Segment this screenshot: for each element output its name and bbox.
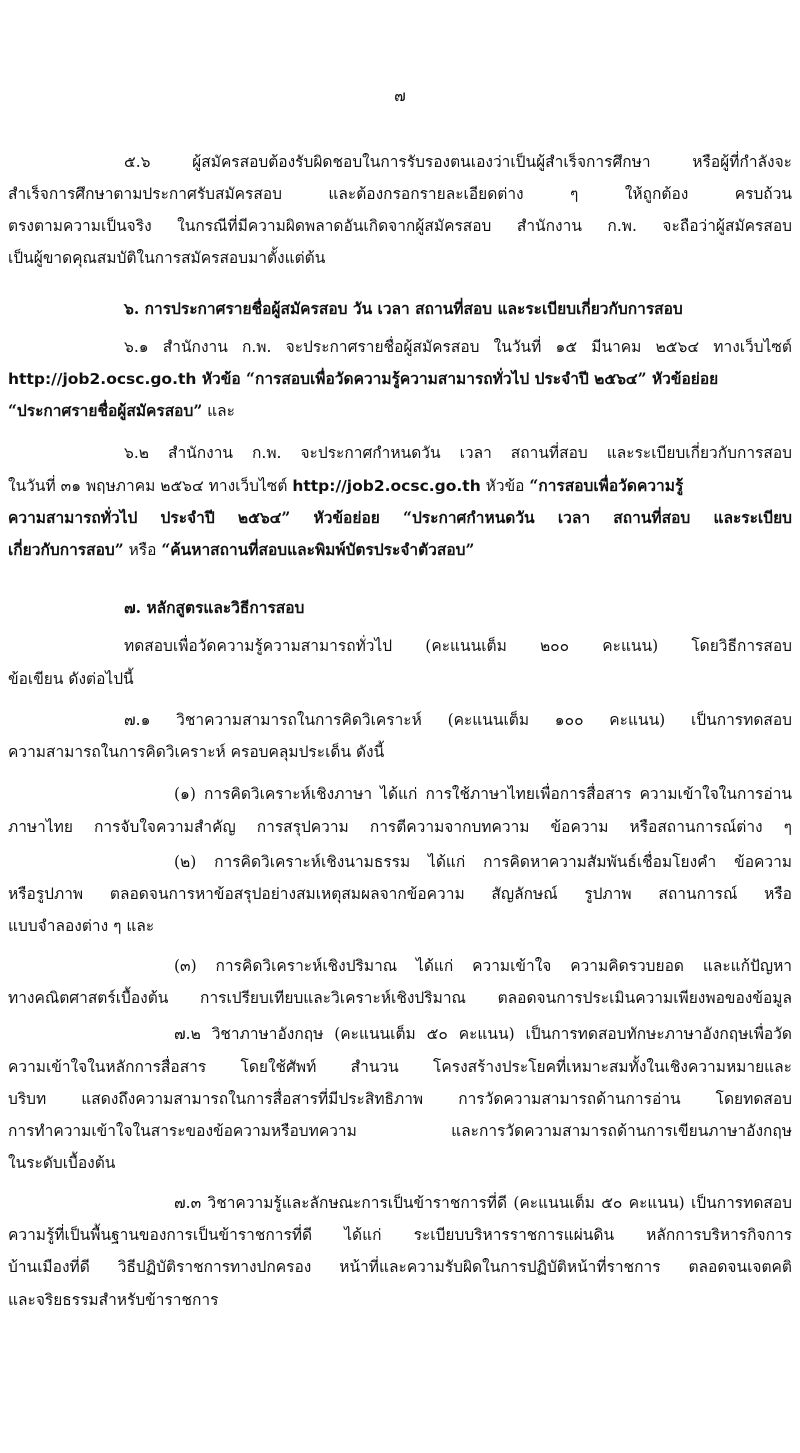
- section-7-1-line-2: ความสามารถในการคิดวิเคราะห์ ครอบคลุมประเด็น ดังนี้: [8, 743, 385, 761]
- section-6-1-line-3-rest: และ: [202, 402, 235, 420]
- section-6-1-line-1: ๖.๑ สำนักงาน ก.พ. จะประกาศรายชื่อผู้สมัครสอบ ในวันที่ ๑๕ มีนาคม ๒๕๖๔ ทางเว็บไซต์: [124, 338, 792, 356]
- section-6-1-subtopic: “ประกาศรายชื่อผู้สมัครสอบ”: [8, 401, 203, 420]
- section-7-2-line-2: ความเข้าใจในหลักการสื่อสาร โดยใช้ศัพท์ สำนวน โครงสร้างประโยคที่เหมาะสมทั้งในเชิงความหมายและ: [8, 1058, 792, 1076]
- section-6-2-line-2: [8, 476, 792, 496]
- section-6-2-line-2-start: ในวันที่ ๓๑ พฤษภาคม ๒๕๖๔ ทางเว็บไซต์: [8, 477, 293, 495]
- section-6-2-topic: “การสอบเพื่อวัดความรู้: [529, 476, 684, 495]
- section-7-1-item-1-line-1: (๑) การคิดวิเคราะห์เชิงภาษา ได้แก่ การใช้ภาษาไทยเพื่อการสื่อสาร ความเข้าใจในการอ่าน: [174, 785, 792, 803]
- section-7-1-item-2-line-2: หรือรูปภาพ ตลอดจนการหาข้อสรุปอย่างสมเหตุสมผลจากข้อความ สัญลักษณ์ รูปภาพ สถานการณ์ หรือ: [8, 885, 792, 903]
- section-6-1-line-3: [8, 401, 235, 421]
- section-7-2-line-3: บริบท แสดงถึงความสามารถในการสื่อสารที่มีประสิทธิภาพ การวัดความสามารถด้านการอ่าน โดยทดสอบ: [8, 1090, 792, 1108]
- section-7-3-line-2: ความรู้ที่เป็นพื้นฐานของการเป็นข้าราชการที่ดี ได้แก่ ระเบียบบริหารราชการแผ่นดิน หลักการบริหารกิจการ: [8, 1226, 792, 1244]
- section-7-3-line-3: บ้านเมืองที่ดี วิธีปฏิบัติราชการทางปกครอง หน้าที่และความรับผิดในการปฏิบัติหน้าที่ราชการ ตลอดจนเจตคติ: [8, 1258, 792, 1276]
- section-6-2-line-4-mid: หรือ: [123, 541, 162, 559]
- page-number: ๗: [394, 87, 406, 105]
- section-7-2-line-4: การทำความเข้าใจในสาระของข้อความหรือบทความ และการวัดความสามารถด้านการเขียนภาษาอังกฤษ: [8, 1122, 792, 1140]
- section-6-2-line-4-bold-2: “ค้นหาสถานที่สอบและพิมพ์บัตรประจำตัวสอบ”: [161, 540, 475, 559]
- section-5-6-line-3: ตรงตามความเป็นจริง ในกรณีที่มีความผิดพลาดอันเกิดจากผู้สมัครสอบ สำนักงาน ก.พ. จะถือว่าผู้สมัครสอบ: [8, 217, 792, 235]
- section-7-intro-line-2: ข้อเขียน ดังต่อไปนี้: [8, 670, 134, 688]
- section-7-intro-line-1: ทดสอบเพื่อวัดความรู้ความสามารถทั่วไป (คะแนนเต็ม ๒๐๐ คะแนน) โดยวิธีการสอบ: [124, 637, 792, 655]
- section-6-2-line-2-mid: หัวข้อ: [480, 477, 530, 495]
- section-7-2-line-1: ๗.๒ วิชาภาษาอังกฤษ (คะแนนเต็ม ๕๐ คะแนน) เป็นการทดสอบทักษะภาษาอังกฤษเพื่อวัด: [174, 1025, 792, 1043]
- section-6-heading: ๖. การประกาศรายชื่อผู้สมัครสอบ วัน เวลา สถานที่สอบ และระเบียบเกี่ยวกับการสอบ: [124, 299, 683, 318]
- section-6-1-line-2-rest: หัวข้อ “การสอบเพื่อวัดความรู้ความสามารถทั่วไป ประจำปี ๒๕๖๔” หัวข้อย่อย: [196, 369, 719, 388]
- section-7-heading: ๗. หลักสูตรและวิธีการสอบ: [124, 598, 305, 617]
- section-7-1-item-2-line-1: (๒) การคิดวิเคราะห์เชิงนามธรรม ได้แก่ การคิดหาความสัมพันธ์เชื่อมโยงคำ ข้อความ: [174, 853, 792, 871]
- website-link[interactable]: http://job2.ocsc.go.th: [8, 370, 197, 388]
- section-5-6-line-2: สำเร็จการศึกษาตามประกาศรับสมัครสอบ และต้องกรอกรายละเอียดต่าง ๆ ให้ถูกต้อง ครบถ้วน: [8, 185, 792, 203]
- section-6-2-line-1: ๖.๒ สำนักงาน ก.พ. จะประกาศกำหนดวัน เวลา สถานที่สอบ และระเบียบเกี่ยวกับการสอบ: [124, 444, 792, 462]
- section-6-2-line-4-bold-1: เกี่ยวกับการสอบ”: [8, 540, 124, 559]
- section-6-2-line-4: [8, 540, 474, 560]
- section-7-1-item-2-line-3: แบบจำลองต่าง ๆ และ: [8, 917, 155, 935]
- section-7-3-line-4: และจริยธรรมสำหรับข้าราชการ: [8, 1291, 219, 1309]
- section-7-3-line-1: ๗.๓ วิชาความรู้และลักษณะการเป็นข้าราชการที่ดี (คะแนนเต็ม ๕๐ คะแนน) เป็นการทดสอบ: [174, 1194, 792, 1212]
- website-link-2[interactable]: http://job2.ocsc.go.th: [292, 477, 481, 495]
- section-5-6-line-4: เป็นผู้ขาดคุณสมบัติในการสมัครสอบมาตั้งแต่ต้น: [8, 249, 326, 267]
- section-7-1-item-3-line-2: ทางคณิตศาสตร์เบื้องต้น การเปรียบเทียบและวิเคราะห์เชิงปริมาณ ตลอดจนการประเมินความเพียงพอของข้อมูล: [8, 989, 792, 1007]
- section-7-1-line-1: ๗.๑ วิชาความสามารถในการคิดวิเคราะห์ (คะแนนเต็ม ๑๐๐ คะแนน) เป็นการทดสอบ: [124, 711, 792, 729]
- section-7-2-line-5: ในระดับเบื้องต้น: [8, 1154, 116, 1172]
- section-7-1-item-1-line-2: ภาษาไทย การจับใจความสำคัญ การสรุปความ การตีความจากบทความ ข้อความ หรือสถานการณ์ต่าง ๆ: [8, 818, 792, 836]
- section-6-2-line-3: ความสามารถทั่วไป ประจำปี ๒๕๖๔” หัวข้อย่อย “ประกาศกำหนดวัน เวลา สถานที่สอบ และระเบียบ: [8, 508, 792, 527]
- section-5-6-line-1: ๕.๖ ผู้สมัครสอบต้องรับผิดชอบในการรับรองตนเองว่าเป็นผู้สำเร็จการศึกษา หรือผู้ที่กำลังจะ: [124, 153, 792, 171]
- section-6-1-line-2: [8, 369, 792, 389]
- section-7-1-item-3-line-1: (๓) การคิดวิเคราะห์เชิงปริมาณ ได้แก่ ความเข้าใจ ความคิดรวบยอด และแก้ปัญหา: [174, 957, 792, 975]
